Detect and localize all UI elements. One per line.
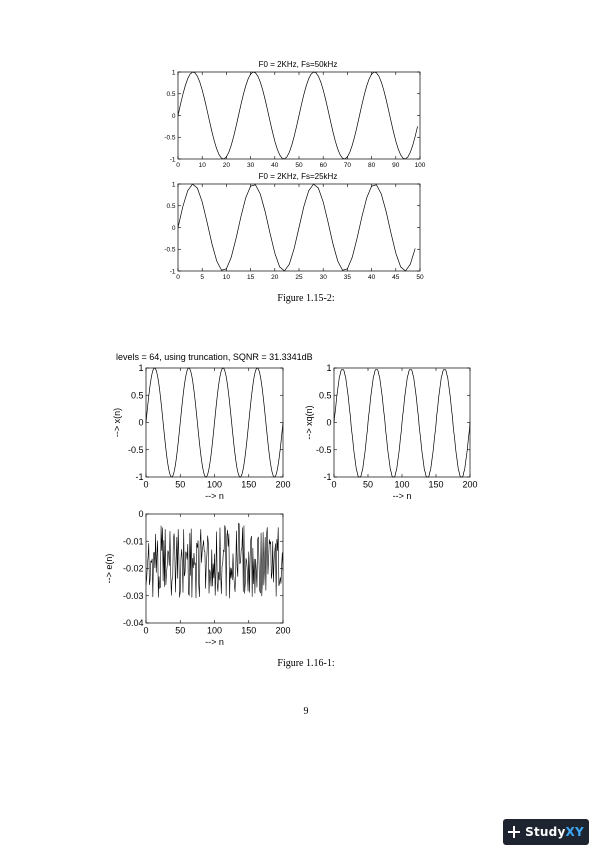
y-tick-label: 0	[171, 224, 176, 232]
y-tick-label: 1	[171, 69, 176, 77]
x-tick-label: 15	[246, 274, 255, 281]
x-tick-label: 100	[206, 625, 223, 636]
x-tick-label: 100	[394, 479, 410, 490]
figure-caption-1: Figure 1.15-2:	[277, 293, 335, 304]
logo-text	[525, 825, 584, 839]
x-tick-label: 150	[241, 479, 257, 490]
chart-c1	[150, 66, 440, 169]
plus-icon	[508, 826, 520, 838]
chart-title-c2: F0 = 2KHz, Fs=25kHz	[258, 172, 338, 181]
x-tick-label: 100	[206, 479, 223, 490]
x-axis-label: --> n	[205, 637, 224, 647]
y-tick-label: 1	[326, 363, 332, 374]
y-tick-label: -0.03	[122, 590, 144, 601]
x-tick-label: 20	[271, 274, 279, 281]
y-tick-label: -0.5	[164, 246, 176, 254]
x-tick-label: 0	[331, 479, 337, 490]
x-tick-label: 90	[392, 162, 400, 169]
x-axis-label: --> n	[205, 491, 224, 501]
y-tick-label: 1	[171, 181, 176, 189]
figure-caption-2: Figure 1.16-1:	[277, 658, 335, 669]
y-tick-label: -0.01	[122, 536, 144, 547]
series-line-xq-n-	[334, 370, 470, 477]
x-tick-label: 10	[222, 274, 231, 281]
x-tick-label: 50	[175, 479, 186, 490]
y-tick-label: -0.02	[122, 563, 144, 574]
page-number: 9	[303, 706, 309, 717]
y-tick-label: 1	[138, 363, 144, 374]
x-tick-label: 45	[392, 274, 400, 281]
chart-c3	[100, 362, 300, 504]
chart-c5	[100, 508, 300, 648]
y-tick-label: 0.5	[318, 390, 332, 401]
chart-c2	[150, 178, 440, 281]
x-tick-label: 20	[222, 162, 231, 169]
x-tick-label: 80	[367, 162, 376, 169]
x-tick-label: 50	[362, 479, 374, 490]
x-tick-label: 40	[367, 274, 376, 281]
logo-text-accent: XY	[565, 825, 584, 839]
x-tick-label: 100	[414, 162, 426, 169]
y-tick-label: -0.5	[164, 134, 176, 142]
x-tick-label: 50	[295, 162, 303, 169]
x-tick-label: 50	[175, 625, 186, 636]
x-tick-label: 60	[319, 162, 327, 169]
y-tick-label: 0	[326, 417, 332, 428]
y-axis-label: --> x(n)	[112, 407, 122, 438]
x-tick-label: 200	[462, 479, 478, 490]
x-tick-label: 5	[200, 274, 205, 281]
x-tick-label: 0	[143, 625, 149, 636]
x-tick-label: 40	[271, 162, 279, 169]
x-tick-label: 200	[275, 479, 291, 490]
y-tick-label: -1	[135, 472, 144, 483]
y-tick-label: 0.5	[166, 203, 176, 211]
y-tick-label: 0.5	[130, 390, 144, 401]
y-tick-label: 0	[138, 417, 144, 428]
y-tick-label: -0.5	[315, 444, 332, 455]
x-tick-label: 0	[176, 162, 180, 169]
y-tick-label: 0	[138, 509, 144, 520]
chart-c4	[300, 362, 490, 504]
x-tick-label: 150	[241, 625, 257, 636]
y-tick-label: -0.5	[127, 444, 144, 455]
y-tick-label: -1	[169, 268, 176, 276]
x-tick-label: 10	[198, 162, 206, 169]
y-tick-label: -1	[169, 156, 176, 164]
y-axis-label: --> xq(n)	[304, 405, 314, 440]
x-tick-label: 25	[295, 274, 303, 281]
series-line-sin-2-pi-f0-n-fs-	[178, 184, 415, 271]
x-tick-label: 50	[416, 274, 424, 281]
x-tick-label: 30	[246, 162, 255, 169]
logo-text-main: Study	[525, 825, 566, 839]
y-tick-label: 0	[171, 112, 176, 120]
series-line-x-n-	[146, 368, 283, 477]
chart-title-c1: F0 = 2KHz, Fs=50kHz	[258, 60, 338, 69]
x-tick-label: 35	[343, 274, 352, 281]
y-tick-label: -1	[323, 472, 332, 483]
series-line-e-n-	[146, 523, 283, 598]
series-line-sin-2-pi-f0-n-fs-	[178, 72, 418, 159]
y-tick-label: -0.04	[122, 618, 144, 629]
x-tick-label: 150	[428, 479, 444, 490]
y-axis-label: --> e(n)	[104, 553, 114, 584]
x-tick-label: 0	[176, 274, 180, 281]
studyxy-logo	[503, 819, 589, 845]
figure-2-title: levels = 64, using truncation, SQNR = 31.3341dB	[116, 352, 313, 362]
y-tick-label: 0.5	[166, 91, 176, 99]
x-tick-label: 0	[143, 479, 149, 490]
x-tick-label: 30	[319, 274, 327, 281]
x-tick-label: 70	[343, 162, 352, 169]
x-axis-label: --> n	[392, 491, 412, 501]
x-tick-label: 200	[275, 625, 291, 636]
